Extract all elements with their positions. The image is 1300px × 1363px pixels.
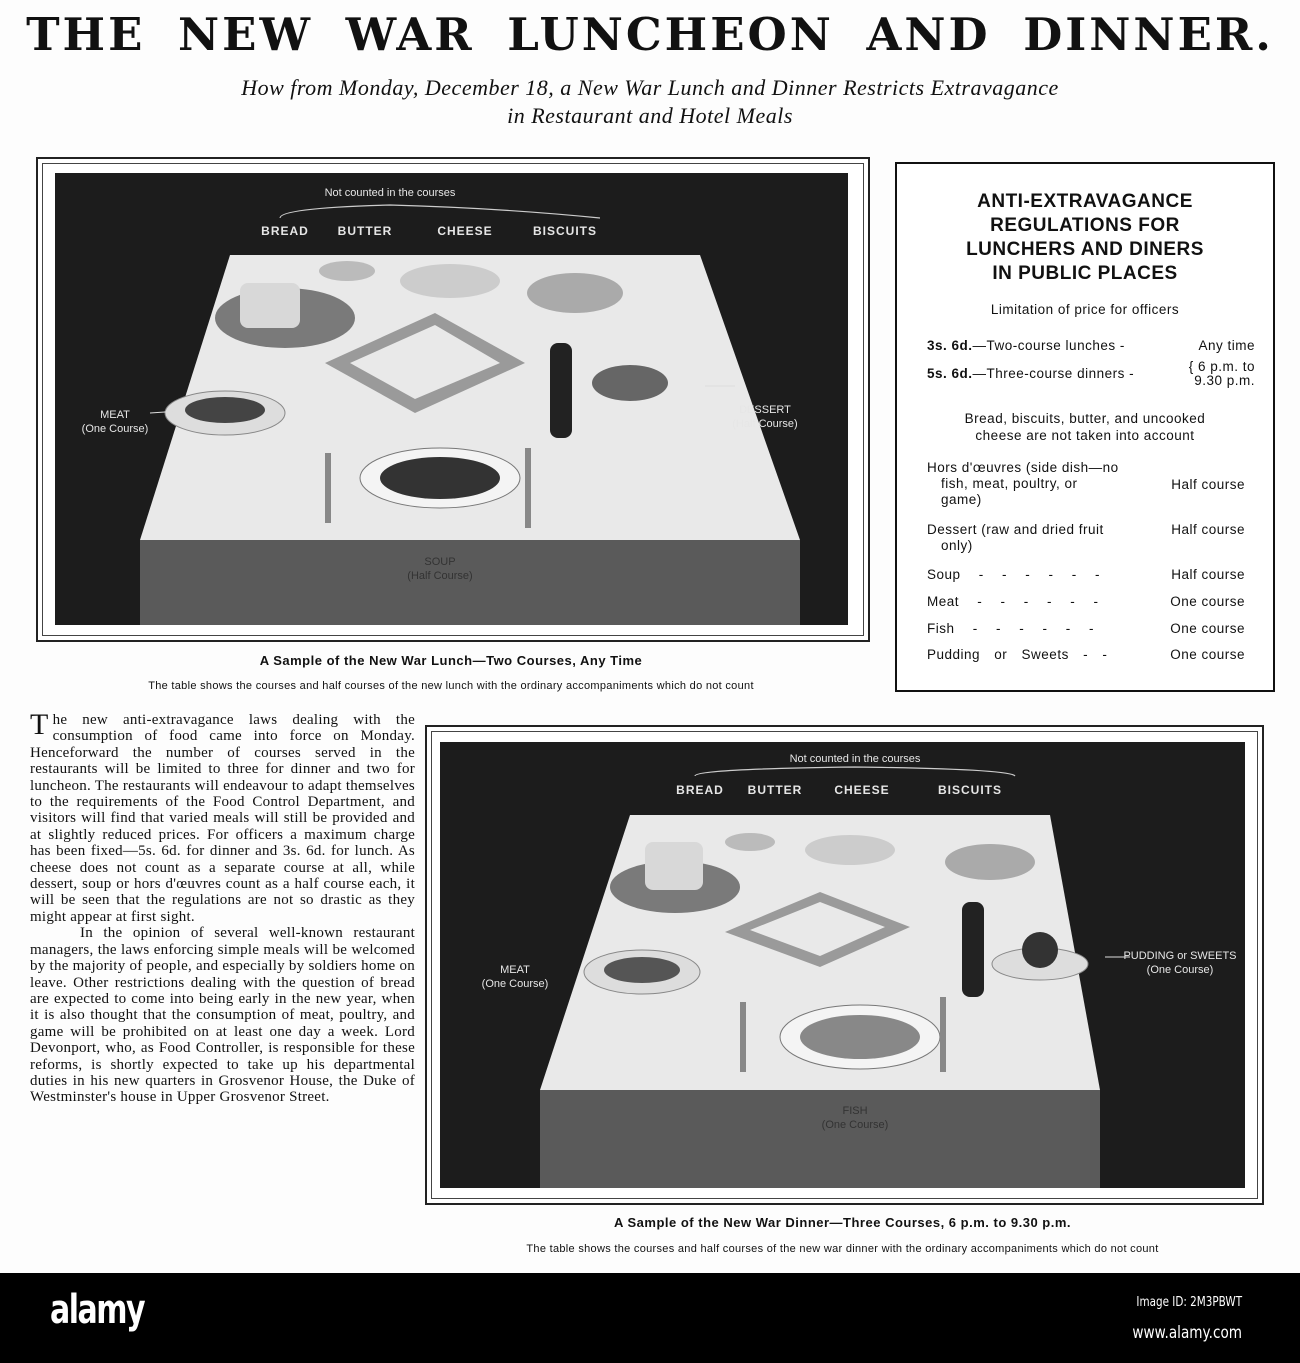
regulations-box	[895, 162, 1275, 692]
dessert-label: DESSERT	[739, 404, 791, 416]
dinner-table-photo	[440, 742, 1245, 1188]
article-paragraph: In the opinion of several well-known restaurant managers, the laws enforcing simple meals will be welcomed by the majority of people, and especially by soldiers home on leave. Other restrictions dealing with the question of bread are expected to come into being early in the new year, when it is also thought that the consumption of meat, poultry, and game will be prohibited on at least one day a week. Lord Devonport, who, as Food Controller, is responsible for these reforms, is shortly expected to take up his departmental duties in his new quarters in Grosvenor House, the Duke of Westminster's house in Upper Grosvenor Street.	[30, 925, 415, 1106]
price-desc: —Two-course lunches -	[972, 338, 1125, 353]
subtitle-line-1: How from Monday, December 18, a New War Lunch and Dinner Restricts Extravagance	[241, 75, 1059, 100]
price-row-lunch	[927, 338, 1255, 354]
watermark-bar	[0, 1273, 1300, 1363]
meat-label: MEAT	[500, 964, 530, 976]
regulation-item-fish	[927, 621, 1255, 637]
item-name: Soup - - - - - -	[927, 567, 1101, 582]
regulation-item-pudding	[927, 647, 1255, 663]
meat-sublabel: (One Course)	[81, 423, 149, 435]
price-time: { 6 p.m. to 9.30 p.m.	[1188, 359, 1255, 388]
meat-label: MEAT	[100, 409, 130, 421]
note-line: Bread, biscuits, butter, and uncooked	[964, 411, 1206, 426]
regulation-item-meat	[927, 594, 1255, 610]
price-row-dinner	[927, 359, 1255, 388]
pudding-sublabel: (One Course)	[1146, 964, 1214, 976]
item-name: Dessert (raw and dried fruit	[927, 522, 1104, 537]
item-value: Half course	[1171, 477, 1245, 492]
image-id: Image ID: 2M3PBWT	[1136, 1295, 1242, 1310]
price-time-from: 6 p.m. to	[1197, 359, 1255, 374]
lunch-caption: A Sample of the New War Lunch—Two Courses, Any Time	[259, 653, 643, 668]
meat-sublabel: (One Course)	[481, 978, 549, 990]
regulations-title-line: IN PUBLIC PLACES	[992, 263, 1178, 284]
article-paragraph: The new anti-extravagance laws dealing with the consumption of food came into force on Monday. Henceforward the number of courses served in the restaurants will be limited to three for dinner and two for luncheon. The restaurants will endeavour to adapt themselves to the requirements of the Food Control Department, and visitors will find that varied meals will still be provided and at slightly reduced prices. For officers a maximum charge has been fixed—5s. 6d. for dinner and 3s. 6d. for lunch. As cheese does not count as a separate course at all, while dessert, soup or hors d'œuvres count as a half course each, it will be seen that the regulations are not so drastic as they might appear at first sight.	[30, 708, 415, 925]
soup-label: SOUP	[424, 556, 456, 568]
price: 3s. 6d.	[927, 338, 973, 353]
soup-sublabel: (Half Course)	[407, 570, 473, 582]
regulations-title-line: ANTI-EXTRAVAGANCE	[977, 191, 1193, 212]
biscuits-label: BISCUITS	[532, 224, 598, 238]
not-counted-note	[917, 410, 1253, 444]
butter-dish	[319, 261, 375, 281]
cheese-label: CHEESE	[437, 224, 493, 238]
cheese-label: CHEESE	[834, 783, 890, 797]
butter-label: BUTTER	[747, 783, 803, 797]
note-line: cheese are not taken into account	[975, 428, 1195, 443]
biscuit-plate	[527, 273, 623, 313]
price-desc: —Three-course dinners -	[972, 366, 1135, 381]
page-subtitle	[0, 74, 1300, 130]
not-counted-label: Not counted in the courses	[789, 753, 921, 765]
watermark-url: www.alamy.com	[1132, 1323, 1242, 1343]
item-name: Pudding or Sweets - -	[927, 647, 1108, 662]
item-name: fish, meat, poultry, or	[941, 476, 1078, 491]
bread-label: BREAD	[261, 224, 309, 238]
butter-dish	[725, 833, 775, 851]
price-time: Any time	[1198, 338, 1255, 353]
fruit-bowl	[592, 365, 668, 401]
tablecloth-skirt	[540, 1090, 1100, 1188]
regulations-title	[897, 190, 1273, 286]
item-name: Fish - - - - - -	[927, 621, 1094, 636]
pudding	[1022, 932, 1058, 968]
dessert-sublabel: (Half Course)	[732, 418, 798, 430]
cheese-plate	[400, 264, 500, 298]
dinner-subcaption: The table shows the courses and half courses of the new war dinner with the ordinary accompaniments which do not count	[526, 1243, 1159, 1255]
item-value: One course	[1170, 594, 1245, 609]
butter-label: BUTTER	[337, 224, 393, 238]
fish-sublabel: (One Course)	[821, 1119, 889, 1131]
biscuit-plate	[945, 844, 1035, 880]
item-name: Hors d'œuvres (side dish—no	[927, 460, 1119, 475]
bread-loaf	[645, 842, 703, 890]
item-value: One course	[1170, 647, 1245, 662]
not-counted-label: Not counted in the courses	[324, 187, 456, 199]
item-value: Half course	[1171, 567, 1245, 582]
regulations-title-line: REGULATIONS FOR	[990, 215, 1180, 236]
regulation-item-soup	[927, 567, 1255, 583]
fish-label: FISH	[842, 1105, 868, 1117]
regulations-title-line: LUNCHERS AND DINERS	[966, 239, 1204, 260]
price: 5s. 6d.	[927, 366, 973, 381]
pudding-label: PUDDING or SWEETS	[1123, 950, 1237, 962]
item-value: One course	[1170, 621, 1245, 636]
lunch-subcaption: The table shows the courses and half courses of the new lunch with the ordinary accompaniments which do not count	[148, 680, 754, 692]
item-name: only)	[941, 538, 973, 553]
cheese-plate	[805, 835, 895, 865]
price-time-to: 9.30 p.m.	[1194, 373, 1255, 388]
tablecloth-skirt	[140, 540, 800, 625]
knife	[525, 448, 531, 528]
bread-loaf	[240, 283, 300, 328]
item-name: game)	[941, 492, 982, 507]
biscuits-label: BISCUITS	[937, 783, 1003, 797]
price-limitation-heading: Limitation of price for officers	[990, 302, 1180, 317]
wine-bottle	[550, 343, 572, 438]
wine-bottle	[962, 902, 984, 997]
fork	[325, 453, 331, 523]
regulation-item-hors-doeuvres	[927, 460, 1148, 508]
article-body	[30, 708, 415, 1106]
knife	[940, 997, 946, 1072]
dinner-caption: A Sample of the New War Dinner—Three Courses, 6 p.m. to 9.30 p.m.	[613, 1215, 1072, 1230]
alamy-logo: alamy	[50, 1287, 145, 1333]
subtitle-line-2: in Restaurant and Hotel Meals	[507, 103, 793, 128]
item-name: Meat - - - - - -	[927, 594, 1099, 609]
bread-label: BREAD	[676, 783, 724, 797]
regulation-item-dessert	[927, 522, 1148, 554]
fork	[740, 1002, 746, 1072]
lunch-table-photo	[55, 173, 848, 625]
page-title: THE NEW WAR LUNCHEON AND DINNER.	[26, 8, 1274, 61]
item-value: Half course	[1171, 522, 1245, 537]
